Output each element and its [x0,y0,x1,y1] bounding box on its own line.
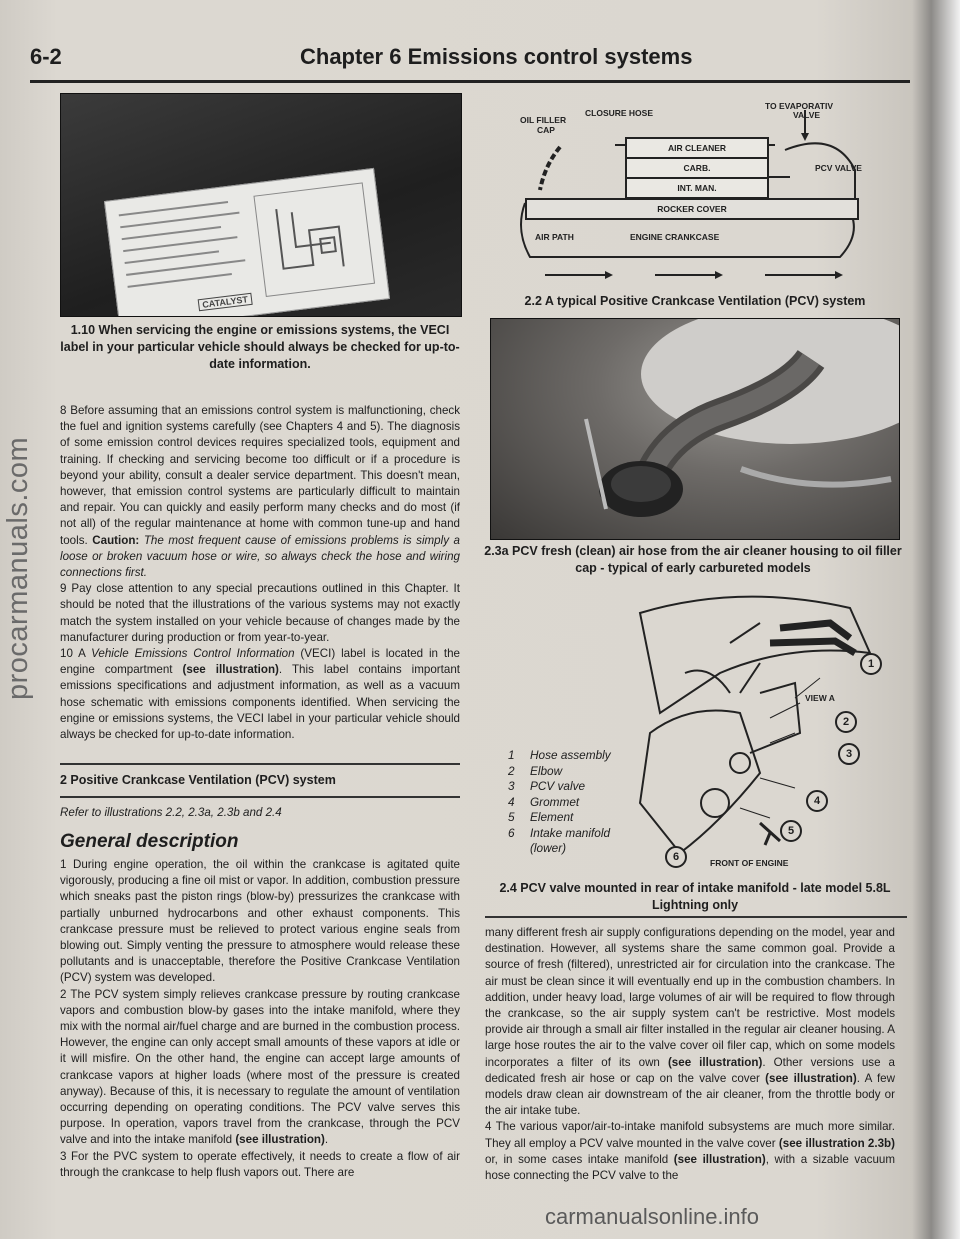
front-of-engine-label: FRONT OF ENGINE [710,858,789,868]
paragraph-8: 8 Before assuming that an emissions control system is malfunctioning, check the fuel and ignition systems carefully (see Chapters 4 and 5). The diagnosis of some emission control devices requires specialized tools, equipment and training. If checking and servicing become too difficult or if a procedure is beyond your ability, consult a dealer service department. This doesn't mean, however, that emission control systems are particularly difficult to maintain and repair. You can quickly and easily perform many checks and do most (if not all) of the regular maintenance at home with common tune-up and hand tools. Caution: The most frequent cause of emissions problems is simply a loose or broken vacuum hose or wire, so always check the hose and wiring connections first. [60,404,461,580]
air-cleaner-box: AIR CLEANER [625,137,769,159]
pcv-system-diagram [485,95,905,285]
figure-rule [485,916,907,918]
callout-1: 1 [860,653,882,675]
key-item: 5 Element [508,810,574,824]
right-body-text [485,925,895,1184]
air-path-label: AIR PATH [535,232,574,242]
callout-6: 6 [665,846,687,868]
key-item: 1 Hose assembly [508,748,611,762]
intake-manifold-drawing-icon [620,583,900,873]
refer-line: Refer to illustrations 2.2, 2.3a, 2.3b and 2.4 [60,806,282,819]
vacuum-schematic-icon [255,184,374,296]
key-item: 6 Intake manifold [508,825,611,840]
pcv-valve-mount-diagram [620,583,900,873]
view-a-label: VIEW A [805,693,835,703]
callout-4: 4 [806,790,828,812]
paragraph-4: 4 The various vapor/air-to-intake manifold subsystems are much more similar. They all employ a PCV valve mounted in the valve cover (see illustration 2.3b) or, in some cases intake manifold (see illustration), with a sizable vacuum hose connecting the PCV valve to the [485,1120,895,1183]
caption-2-3a: 2.3a PCV fresh (clean) air hose from the air cleaner housing to oil filler cap - typical of early carbureted models [484,544,902,575]
paragraph-3: 3 For the PVC system to operate effectively, it needs to create a flow of air through the crankcase to help flush vapors out. There are [60,1149,460,1179]
paragraph-cont: many different fresh air supply configurations depending on the model, year and destination. However, all systems share the same common goal. Provide a source of fresh (filtered), unrestricted air for circulation into the crankcase. The air must be clean since it will eventually end up in the combustion chambers. In addition, under heavy load, large volumes of air will be required to flow through the crankcase, so the air supply system can't be restrictive. Most models provide air through a small air filter installed in the regular air cleaner housing. A large hose routes the air to the valve cover oil filer cap, which on some models incorporates a filter of its own (see illustration). Other versions use a dedicated fresh air hose or cap on the valve cover (see illustration). A few models draw clean air downstream of the air cleaner, from the throttle body or the air intake tube. [485,926,896,1118]
vacuum-schematic-box [253,182,375,297]
left-body-text [60,403,460,743]
side-watermark: procarmanuals.com [2,436,34,700]
paragraph-10: 10 A Vehicle Emissions Control Information (VECI) label is located in the engine compartment (see illustration). This label contains important emissions specifications and adjustment information, as well as a vacuum hose schematic with emissions components identified. When servicing the engine or emissions systems, the VECI label in your particular vehicle should always be checked for up-to-date information. [60,647,460,742]
to-evap-valve-label: VALVE [793,110,821,120]
caption-2-2: 2.2 A typical Positive Crankcase Ventilation (PCV) system [524,294,866,308]
closure-hose-label: CLOSURE HOSE [585,108,654,118]
left-body-text-2 [60,857,460,1181]
pcv-hose-photo-icon [491,319,899,539]
paragraph-9: 9 Pay close attention to any special precautions outlined in this Chapter. It should be noted that the illustrations of the various systems may not exactly match the system installed on your vehicle because of changes made by the manufacturer during production or from year-to-year. [60,582,460,644]
section-heading: 2 Positive Crankcase Ventilation (PCV) system [60,773,336,787]
to-evap-label: TO EVAPORATIV [765,101,834,111]
oil-filler-label: OIL FILLER [520,115,567,125]
engine-crankcase-label: ENGINE CRANKCASE [630,232,720,242]
key-item: (lower) [530,841,567,855]
carb-box: CARB. [625,157,769,179]
callout-5: 5 [780,820,802,842]
callout-3: 3 [838,743,860,765]
header-rule [30,80,910,83]
rocker-cover-box: ROCKER COVER [525,198,859,220]
veci-label-card [104,168,390,317]
key-item: 4 Grommet [508,794,580,809]
catalyst-text: CATALYST [198,293,253,311]
veci-label-photo [60,93,462,317]
pcv-valve-label: PCV VALVE [815,163,862,173]
pcv-hose-photo [490,318,900,540]
caption-1-10: 1.10 When servicing the engine or emissions systems, the VECI label in your particular vehicle should always be checked for up-to-date information. [60,323,460,371]
figure-key-list [508,748,648,857]
oil-filler-cap-label: CAP [537,125,555,135]
section-rule-bottom [60,796,460,798]
chapter-title: Chapter 6 Emissions control systems [300,44,693,69]
key-item: 3 PCV valve [508,779,586,793]
page-number: 6-2 [30,44,62,69]
section-rule-top [60,763,460,765]
key-item: 2 Elbow [508,763,563,778]
general-description-heading: General description [60,831,239,852]
paragraph-2: 2 The PCV system simply relieves crankcase pressure by routing crankcase vapors and combustion blow-by gases into the intake manifold, where they mix with the normal air/fuel charge and are burned in the combustion process. However, the engine can only accept small amounts of these vapors at idle or it will misfire. On the other hand, the engine can accept large amounts of crankcase vapors at higher loads (where most of the pressure is created anyway). Because of this, it is necessary to regulate the amount of ventilation occurring depending on operating conditions. The PCV valve serves this purpose. In operation, vapors travel from the crankcase, through the PCV valve and into the intake manifold (see illustration). [60,987,460,1147]
paragraph-1: 1 During engine operation, the oil within the crankcase is agitated quite vigorously, producing a fine oil mist or vapor. In addition, combustion pressure which sneaks past the piston rings (blow-by) pressurizes the crankcase with partially unburned hydrocarbons and other exhaust components. This crankcase pressure must be relieved to protect various engine seals from blowing out. Simply venting the pressure to atmosphere would release these pollutants and is unacceptable, therefore the Positive Crankcase Ventilation (PCV) system was developed. [60,858,460,985]
callout-2: 2 [835,711,857,733]
caption-2-4: 2.4 PCV valve mounted in rear of intake manifold - late model 5.8L Lightning only [499,881,891,912]
footer-watermark: carmanualsonline.info [545,1204,760,1229]
intake-manifold-box: INT. MAN. [625,177,769,199]
